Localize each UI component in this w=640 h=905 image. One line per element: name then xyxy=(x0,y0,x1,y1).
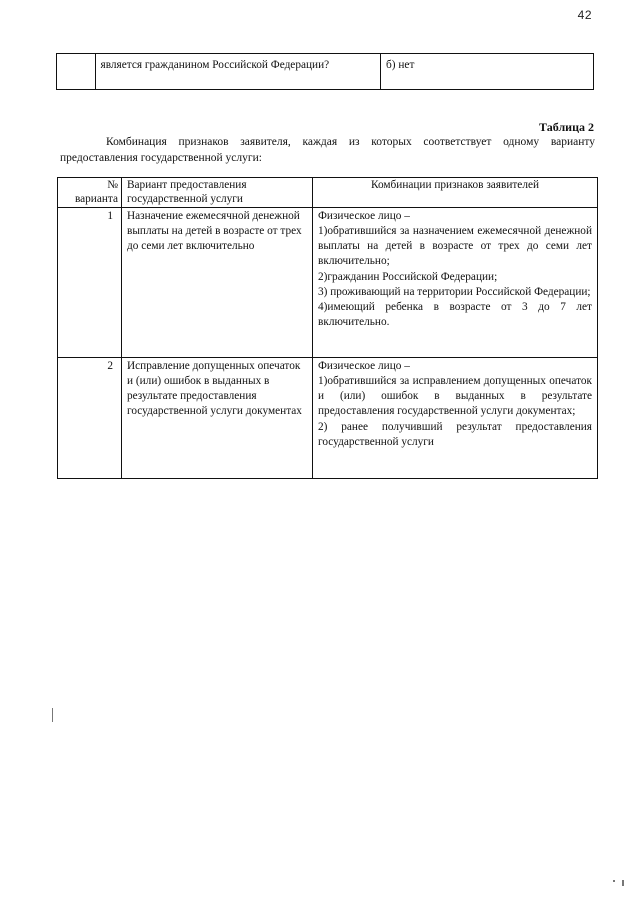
combination-line: 1)обратившийся за исправлением допущенных опечаток и (или) ошибок в выданных в результате предоставления государственной услуги документах; xyxy=(318,375,592,418)
table-caption: Таблица 2 xyxy=(539,120,594,134)
row-combination xyxy=(313,208,598,358)
applicant-variants-table xyxy=(57,177,598,479)
header-variant-number xyxy=(58,178,122,208)
header-combination: Комбинации признаков заявителей xyxy=(313,178,598,208)
header-variant: Вариант предоставления государственной услуги xyxy=(122,178,313,208)
scan-margin-mark xyxy=(622,880,624,886)
page-number: 42 xyxy=(577,8,592,22)
continuation-question-cell: является гражданином Российской Федерации? xyxy=(95,54,381,90)
row-variant: Исправление допущенных опечаток и (или) ошибок в выданных в результате предоставления государственной услуги документах xyxy=(122,358,313,479)
combination-line: Физическое лицо – xyxy=(318,360,410,373)
continuation-empty-cell xyxy=(57,54,96,90)
continuation-row xyxy=(57,54,594,90)
combination-line: 1)обратившийся за назначением ежемесячной денежной выплаты на детей в возрасте от трех до семи лет включительно; xyxy=(318,225,592,268)
table-row xyxy=(58,358,598,479)
combination-line: 3) проживающий на территории Российской Федерации; xyxy=(318,285,591,298)
scan-margin-mark xyxy=(52,708,53,722)
row-variant: Назначение ежемесячной денежной выплаты на детей в возрасте от трех до семи лет включительно xyxy=(122,208,313,358)
combination-line: 4)имеющий ребенка в возрасте от 3 до 7 лет включительно. xyxy=(318,300,592,328)
combination-line: Физическое лицо – xyxy=(318,210,410,223)
table-header-row xyxy=(58,178,598,208)
table-row xyxy=(58,208,598,358)
scan-margin-mark xyxy=(613,880,615,882)
continuation-table xyxy=(56,53,594,90)
header-number-word: варианта xyxy=(74,192,118,205)
row-number: 2 xyxy=(58,358,122,479)
row-combination xyxy=(313,358,598,479)
combination-line: 2)гражданин Российской Федерации; xyxy=(318,270,498,283)
table-intro-paragraph: Комбинация признаков заявителя, каждая из которых соответствует одному варианту предоставления государственной услуги: xyxy=(60,136,595,164)
row-number: 1 xyxy=(58,208,122,358)
header-number-sign: № xyxy=(107,179,118,191)
combination-line: 2) ранее получивший результат предоставления государственной услуги xyxy=(318,420,592,448)
continuation-answer-cell: б) нет xyxy=(381,54,594,90)
